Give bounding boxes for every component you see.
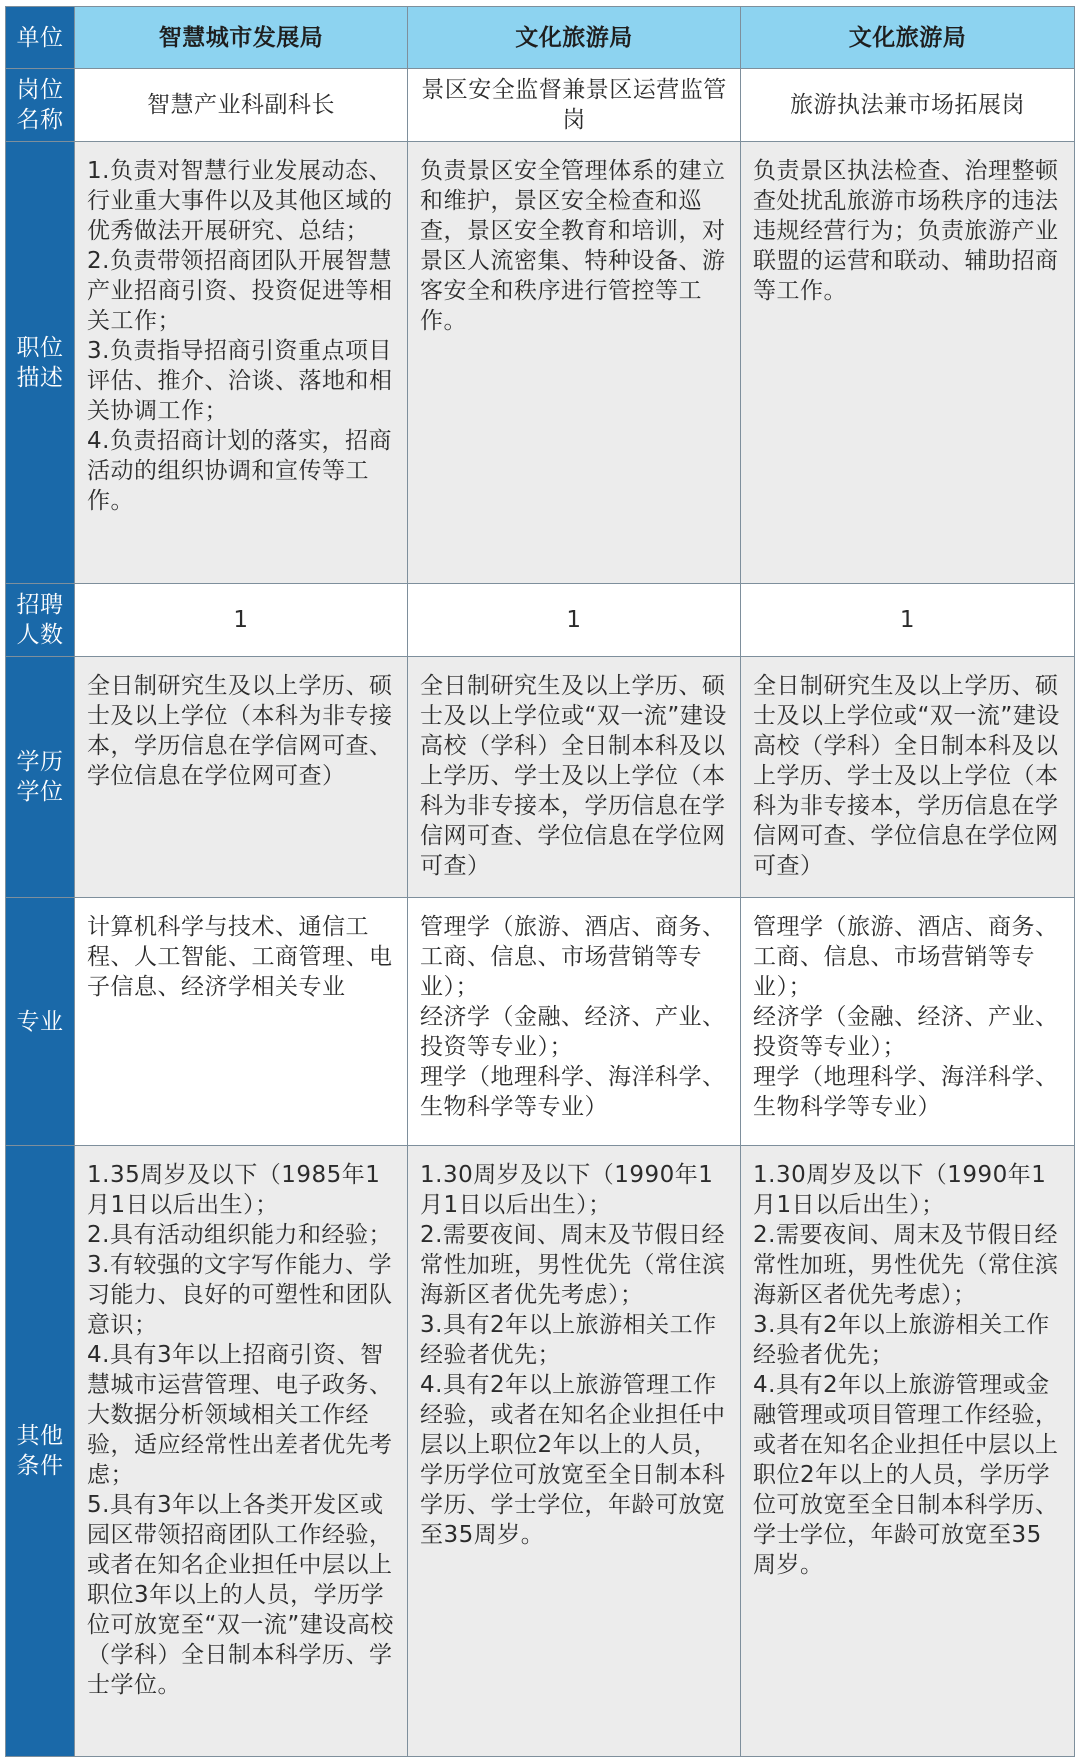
unit-row (6, 7, 1075, 69)
headcount-cell-3: 1 (741, 584, 1075, 657)
headcount-cell-2: 1 (408, 584, 741, 657)
position-cell-3: 旅游执法兼市场拓展岗 (741, 69, 1075, 142)
major-row (6, 898, 1075, 1146)
other-cell-3: 1.30周岁及以下（1990年1月1日以后出生）； 2.需要夜间、周末及节假日经常性加班，男性优先（常住滨海新区者优先考虑）； 3.具有2年以上旅游相关工作经验者优先； 4.具有2年以上旅游管理或金融管理或项目管理工作经验，或者在知名企业担任中层以上职位2年以上的人员，学历学位可放宽至全日制本科学历、学士学位，年龄可放宽至35周岁。 (741, 1146, 1075, 1757)
row-label-other: 其他 条件 (6, 1146, 75, 1757)
recruitment-table (5, 6, 1075, 1757)
row-label-unit: 单位 (6, 7, 75, 69)
description-cell-3: 负责景区执法检查、治理整顿查处扰乱旅游市场秩序的违法违规经营行为；负责旅游产业联盟的运营和联动、辅助招商等工作。 (741, 142, 1075, 584)
unit-cell-2: 文化旅游局 (408, 7, 741, 69)
description-cell-1: 1.负责对智慧行业发展动态、行业重大事件以及其他区域的优秀做法开展研究、总结； 2.负责带领招商团队开展智慧产业招商引资、投资促进等相关工作； 3.负责指导招商引资重点项目评估、推介、洽谈、落地和相关协调工作； 4.负责招商计划的落实，招商活动的组织协调和宣传等工作。 (75, 142, 408, 584)
description-row (6, 142, 1075, 584)
unit-cell-1: 智慧城市发展局 (75, 7, 408, 69)
description-cell-2: 负责景区安全管理体系的建立和维护，景区安全检查和巡查，景区安全教育和培训，对景区人流密集、特种设备、游客安全和秩序进行管控等工作。 (408, 142, 741, 584)
education-cell-3: 全日制研究生及以上学历、硕士及以上学位或“双一流”建设高校（学科）全日制本科及以上学历、学士及以上学位（本科为非专接本，学历信息在学信网可查、学位信息在学位网可查） (741, 657, 1075, 898)
unit-cell-3: 文化旅游局 (741, 7, 1075, 69)
row-label-description: 职位 描述 (6, 142, 75, 584)
major-cell-1: 计算机科学与技术、通信工程、人工智能、工商管理、电子信息、经济学相关专业 (75, 898, 408, 1146)
position-row (6, 69, 1075, 142)
headcount-row (6, 584, 1075, 657)
row-label-position: 岗位 名称 (6, 69, 75, 142)
row-label-education: 学历 学位 (6, 657, 75, 898)
position-cell-1: 智慧产业科副科长 (75, 69, 408, 142)
major-cell-3: 管理学（旅游、酒店、商务、工商、信息、市场营销等专业）； 经济学（金融、经济、产业、投资等专业）； 理学（地理科学、海洋科学、生物科学等专业） (741, 898, 1075, 1146)
position-cell-2: 景区安全监督兼景区运营监管岗 (408, 69, 741, 142)
other-cell-2: 1.30周岁及以下（1990年1月1日以后出生）； 2.需要夜间、周末及节假日经常性加班，男性优先（常住滨海新区者优先考虑）； 3.具有2年以上旅游相关工作经验者优先； 4.具有2年以上旅游管理工作经验，或者在知名企业担任中层以上职位2年以上的人员，学历学位可放宽至全日制本科学历、学士学位，年龄可放宽至35周岁。 (408, 1146, 741, 1757)
other-cell-1: 1.35周岁及以下（1985年1月1日以后出生）； 2.具有活动组织能力和经验； 3.有较强的文字写作能力、学习能力、良好的可塑性和团队意识； 4.具有3年以上招商引资、智慧城市运营管理、电子政务、大数据分析领域相关工作经验，适应经常性出差者优先考虑； 5.具有3年以上各类开发区或园区带领招商团队工作经验，或者在知名企业担任中层以上职位3年以上的人员，学历学位可放宽至“双一流”建设高校（学科）全日制本科学历、学士学位。 (75, 1146, 408, 1757)
headcount-cell-1: 1 (75, 584, 408, 657)
major-cell-2: 管理学（旅游、酒店、商务、工商、信息、市场营销等专业）； 经济学（金融、经济、产业、投资等专业）； 理学（地理科学、海洋科学、生物科学等专业） (408, 898, 741, 1146)
education-cell-1: 全日制研究生及以上学历、硕士及以上学位（本科为非专接本，学历信息在学信网可查、学位信息在学位网可查） (75, 657, 408, 898)
row-label-major: 专业 (6, 898, 75, 1146)
education-row (6, 657, 1075, 898)
other-row (6, 1146, 1075, 1757)
row-label-headcount: 招聘 人数 (6, 584, 75, 657)
education-cell-2: 全日制研究生及以上学历、硕士及以上学位或“双一流”建设高校（学科）全日制本科及以上学历、学士及以上学位（本科为非专接本，学历信息在学信网可查、学位信息在学位网可查） (408, 657, 741, 898)
